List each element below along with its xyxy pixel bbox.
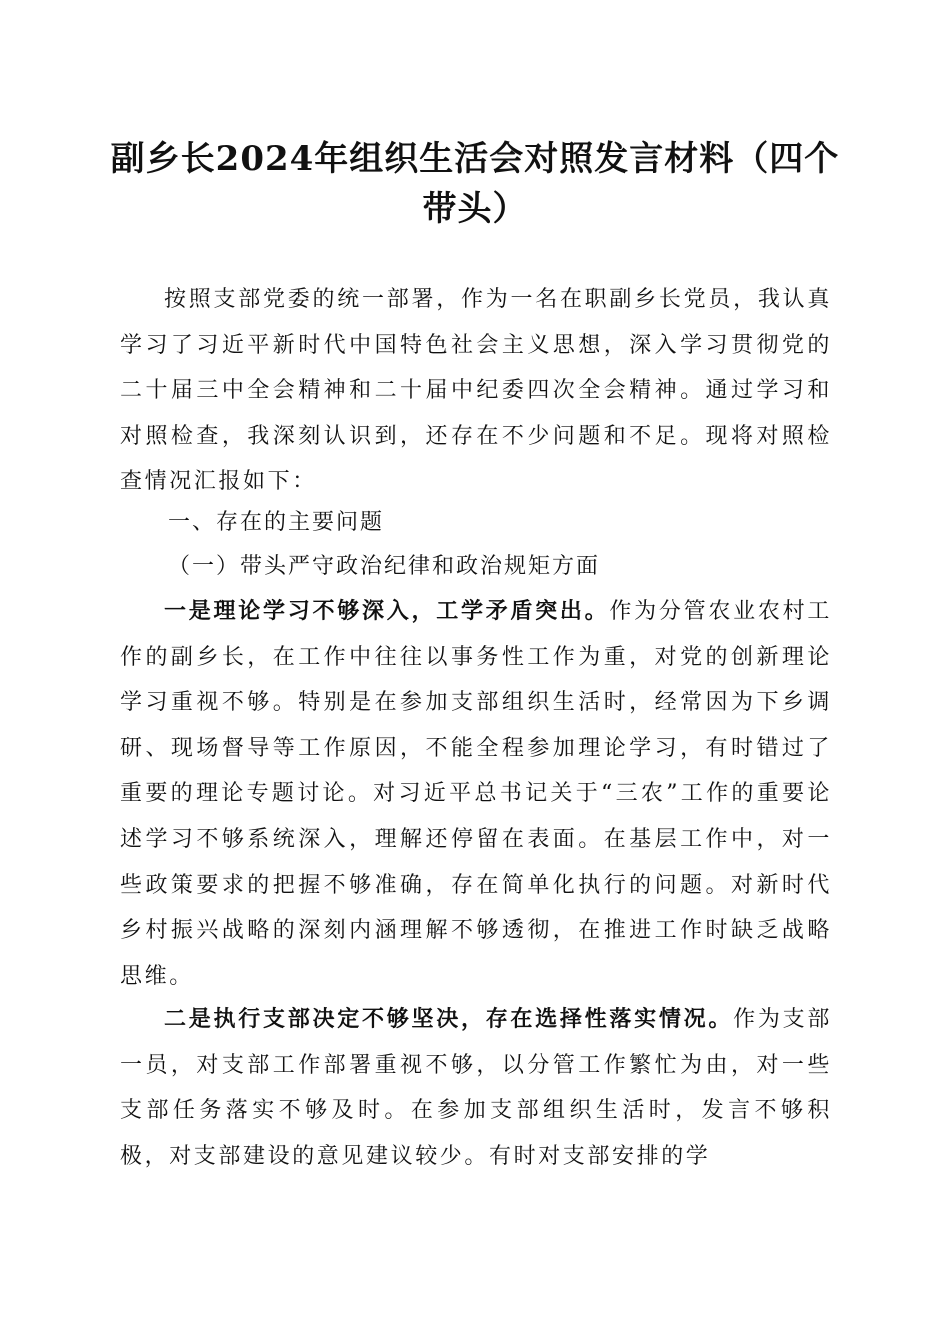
paragraph-two-text: 作为支部一员，对支部工作部署重视不够，以分管工作繁忙为由，对一些支部任务落实不够及时。在参加支部组织生活时，发言不够积极，对支部建设的意见建议较少。有时对支部安排的学 (120, 1007, 832, 1169)
document-title: 副乡长2024年组织生活会对照发言材料（四个带头） (110, 139, 840, 229)
intro-paragraph: 按照支部党委的统一部署，作为一名在职副乡长党员，我认真学习了习近平新时代中国特色社会主义思想，深入学习贯彻党的二十届三中全会精神和二十届中纪委四次全会精神。通过学习和对照检查，我深刻认识到，还存在不少问题和不足。现将对照检查情况汇报如下： (120, 287, 832, 495)
paragraph-one (120, 589, 832, 999)
paragraph-one-lead: 一是理论学习不够深入，工学矛盾突出。 (164, 598, 610, 624)
section-heading: 一、存在的主要问题 (168, 510, 385, 535)
paragraph-two-lead: 二是执行支部决定不够坚决，存在选择性落实情况。 (164, 1006, 734, 1032)
paragraph-one-text: 作为分管农业农村工作的副乡长，在工作中往往以事务性工作为重，对党的创新理论学习重视不够。特别是在参加支部组织生活时，经常因为下乡调研、现场督导等工作原因，不能全程参加理论学习，有时错过了重要的理论专题讨论。对习近平总书记关于“三农”工作的重要论述学习不够系统深入，理解还停留在表面。在基层工作中，对一些政策要求的把握不够准确，存在简单化执行的问题。对新时代乡村振兴战略的深刻内涵理解不够透彻，在推进工作时缺乏战略思维。 (120, 599, 832, 989)
paragraph-two (120, 997, 832, 1179)
subsection-heading: （一）带头严守政治纪律和政治规矩方面 (168, 554, 601, 579)
